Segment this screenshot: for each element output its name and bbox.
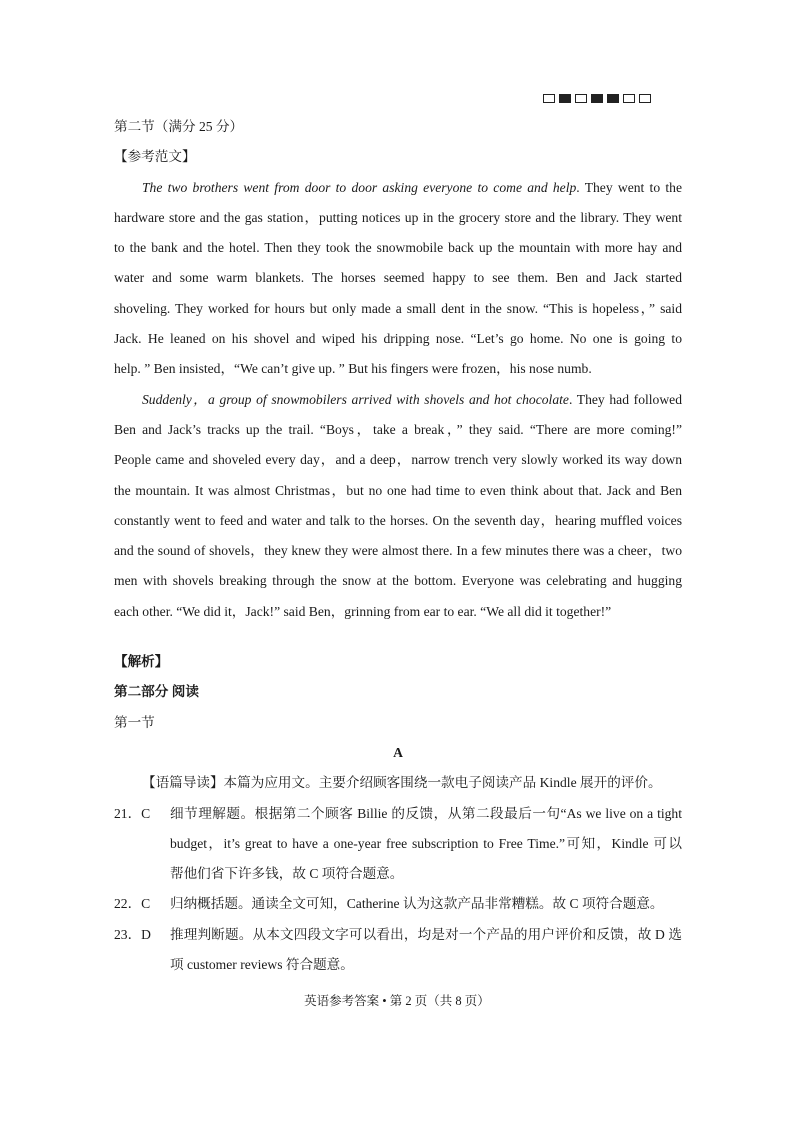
essay-p1-opening: The two brothers went from door to door asking everyone to come and help: [142, 179, 577, 195]
main-content: [114, 112, 682, 980]
marker-box-filled: [607, 94, 619, 103]
essay-p2-line6: and the sound of shovels，they knew they were almost there. In a few minutes there was a cheer，two: [114, 543, 682, 559]
marker-box-empty: [639, 94, 651, 103]
section-heading: 第二节（满分 25 分）: [114, 119, 244, 134]
essay-p2-opening: Suddenly，a group of snowmobilers arrived with shovels and hot chocolate: [142, 391, 569, 407]
question-explanation: 细节理解题。根据第二个顾客 Billie 的反馈，从第二段最后一句“As we live on a tight: [170, 805, 682, 821]
essay-p2-line2: Ben and Jack’s tracks up the trail. “Boys，take a break，” they said. “There are more coming!”: [114, 421, 682, 437]
part-heading: 第二部分 阅读: [114, 684, 199, 700]
question-22: [114, 889, 682, 919]
reference-essay-label: 【参考范文】: [114, 149, 196, 165]
question-explanation: 项 customer reviews 符合题意。: [170, 957, 354, 973]
header-marker-boxes: [543, 94, 651, 103]
marker-box-empty: [623, 94, 635, 103]
question-21: [114, 799, 682, 890]
marker-box-empty: [575, 94, 587, 103]
analysis-label: 【解析】: [114, 654, 169, 670]
marker-box-empty: [543, 94, 555, 103]
essay-p1-line1: The two brothers went from door to door asking everyone to come and help. They went to the: [142, 179, 682, 195]
subsection-heading: 第一节: [114, 714, 155, 730]
essay-p1-line3: to the bank and the hotel. Then they took the snowmobile back up the mountain with more hay and: [114, 240, 682, 256]
question-explanation: 帮他们省下许多钱，故 C 项符合题意。: [170, 866, 404, 882]
essay-p2-line5: constantly went to feed and water and talk to the horses. On the seventh day，hearing muffled voices: [114, 512, 682, 528]
essay-p1-line2: hardware store and the gas station，putting notices up in the grocery store and the library. They went: [114, 209, 682, 225]
page-footer: 英语参考答案 • 第 2 页（共 8 页）: [304, 994, 490, 1008]
essay-p2-line8: each other. “We did it，Jack!” said Ben，grinning from ear to ear. “We all did it together!”: [114, 603, 612, 619]
question-number: 21．C: [114, 805, 151, 821]
essay-p1-line4: water and some warm blankets. The horses seemed happy to see them. Ben and Jack started: [114, 270, 682, 286]
essay-p2-line7: men with shovels breaking through the snow at the bottom. Everyone was celebrating and hugging: [114, 573, 682, 589]
passage-letter: A: [393, 744, 403, 760]
essay-p1-line7: help. ” Ben insisted，“We can’t give up. ” But his fingers were frozen，his nose numb.: [114, 361, 592, 377]
question-23: [114, 920, 682, 981]
marker-box-filled: [559, 94, 571, 103]
essay-p2-line4: the mountain. It was almost Christmas，but no one had time to even think about that. Jack and Ben: [114, 482, 682, 498]
essay-p2-line1: Suddenly，a group of snowmobilers arrived with shovels and hot chocolate. They had followed: [142, 391, 682, 407]
essay-p1-line6: Jack. He leaned on his shovel and wiped his dripping nose. “Let’s go home. No one is going to: [114, 331, 682, 347]
question-explanation: 推理判断题。从本文四段文字可以看出，均是对一个产品的用户评价和反馈，故 D 选: [170, 926, 682, 942]
passage-intro: 【语篇导读】本篇为应用文。主要介绍顾客围绕一款电子阅读产品 Kindle 展开的评价。: [142, 775, 662, 791]
question-number: 22．C: [114, 896, 151, 912]
question-number: 23．D: [114, 926, 152, 942]
essay-p1-line5: shoveling. They worked for hours but only made a small dent in the snow. “This is hopeless，” said: [114, 300, 682, 316]
question-explanation: budget，it’s great to have a one-year free subscription to Free Time.”可知，Kindle 可以: [170, 835, 682, 851]
question-explanation: 归纳概括题。通读全文可知，Catherine 认为这款产品非常糟糕。故 C 项符合题意。: [170, 896, 664, 912]
marker-box-filled: [591, 94, 603, 103]
essay-p2-line3: People came and shoveled every day，and a deep，narrow trench very slowly worked its way down: [114, 452, 682, 468]
